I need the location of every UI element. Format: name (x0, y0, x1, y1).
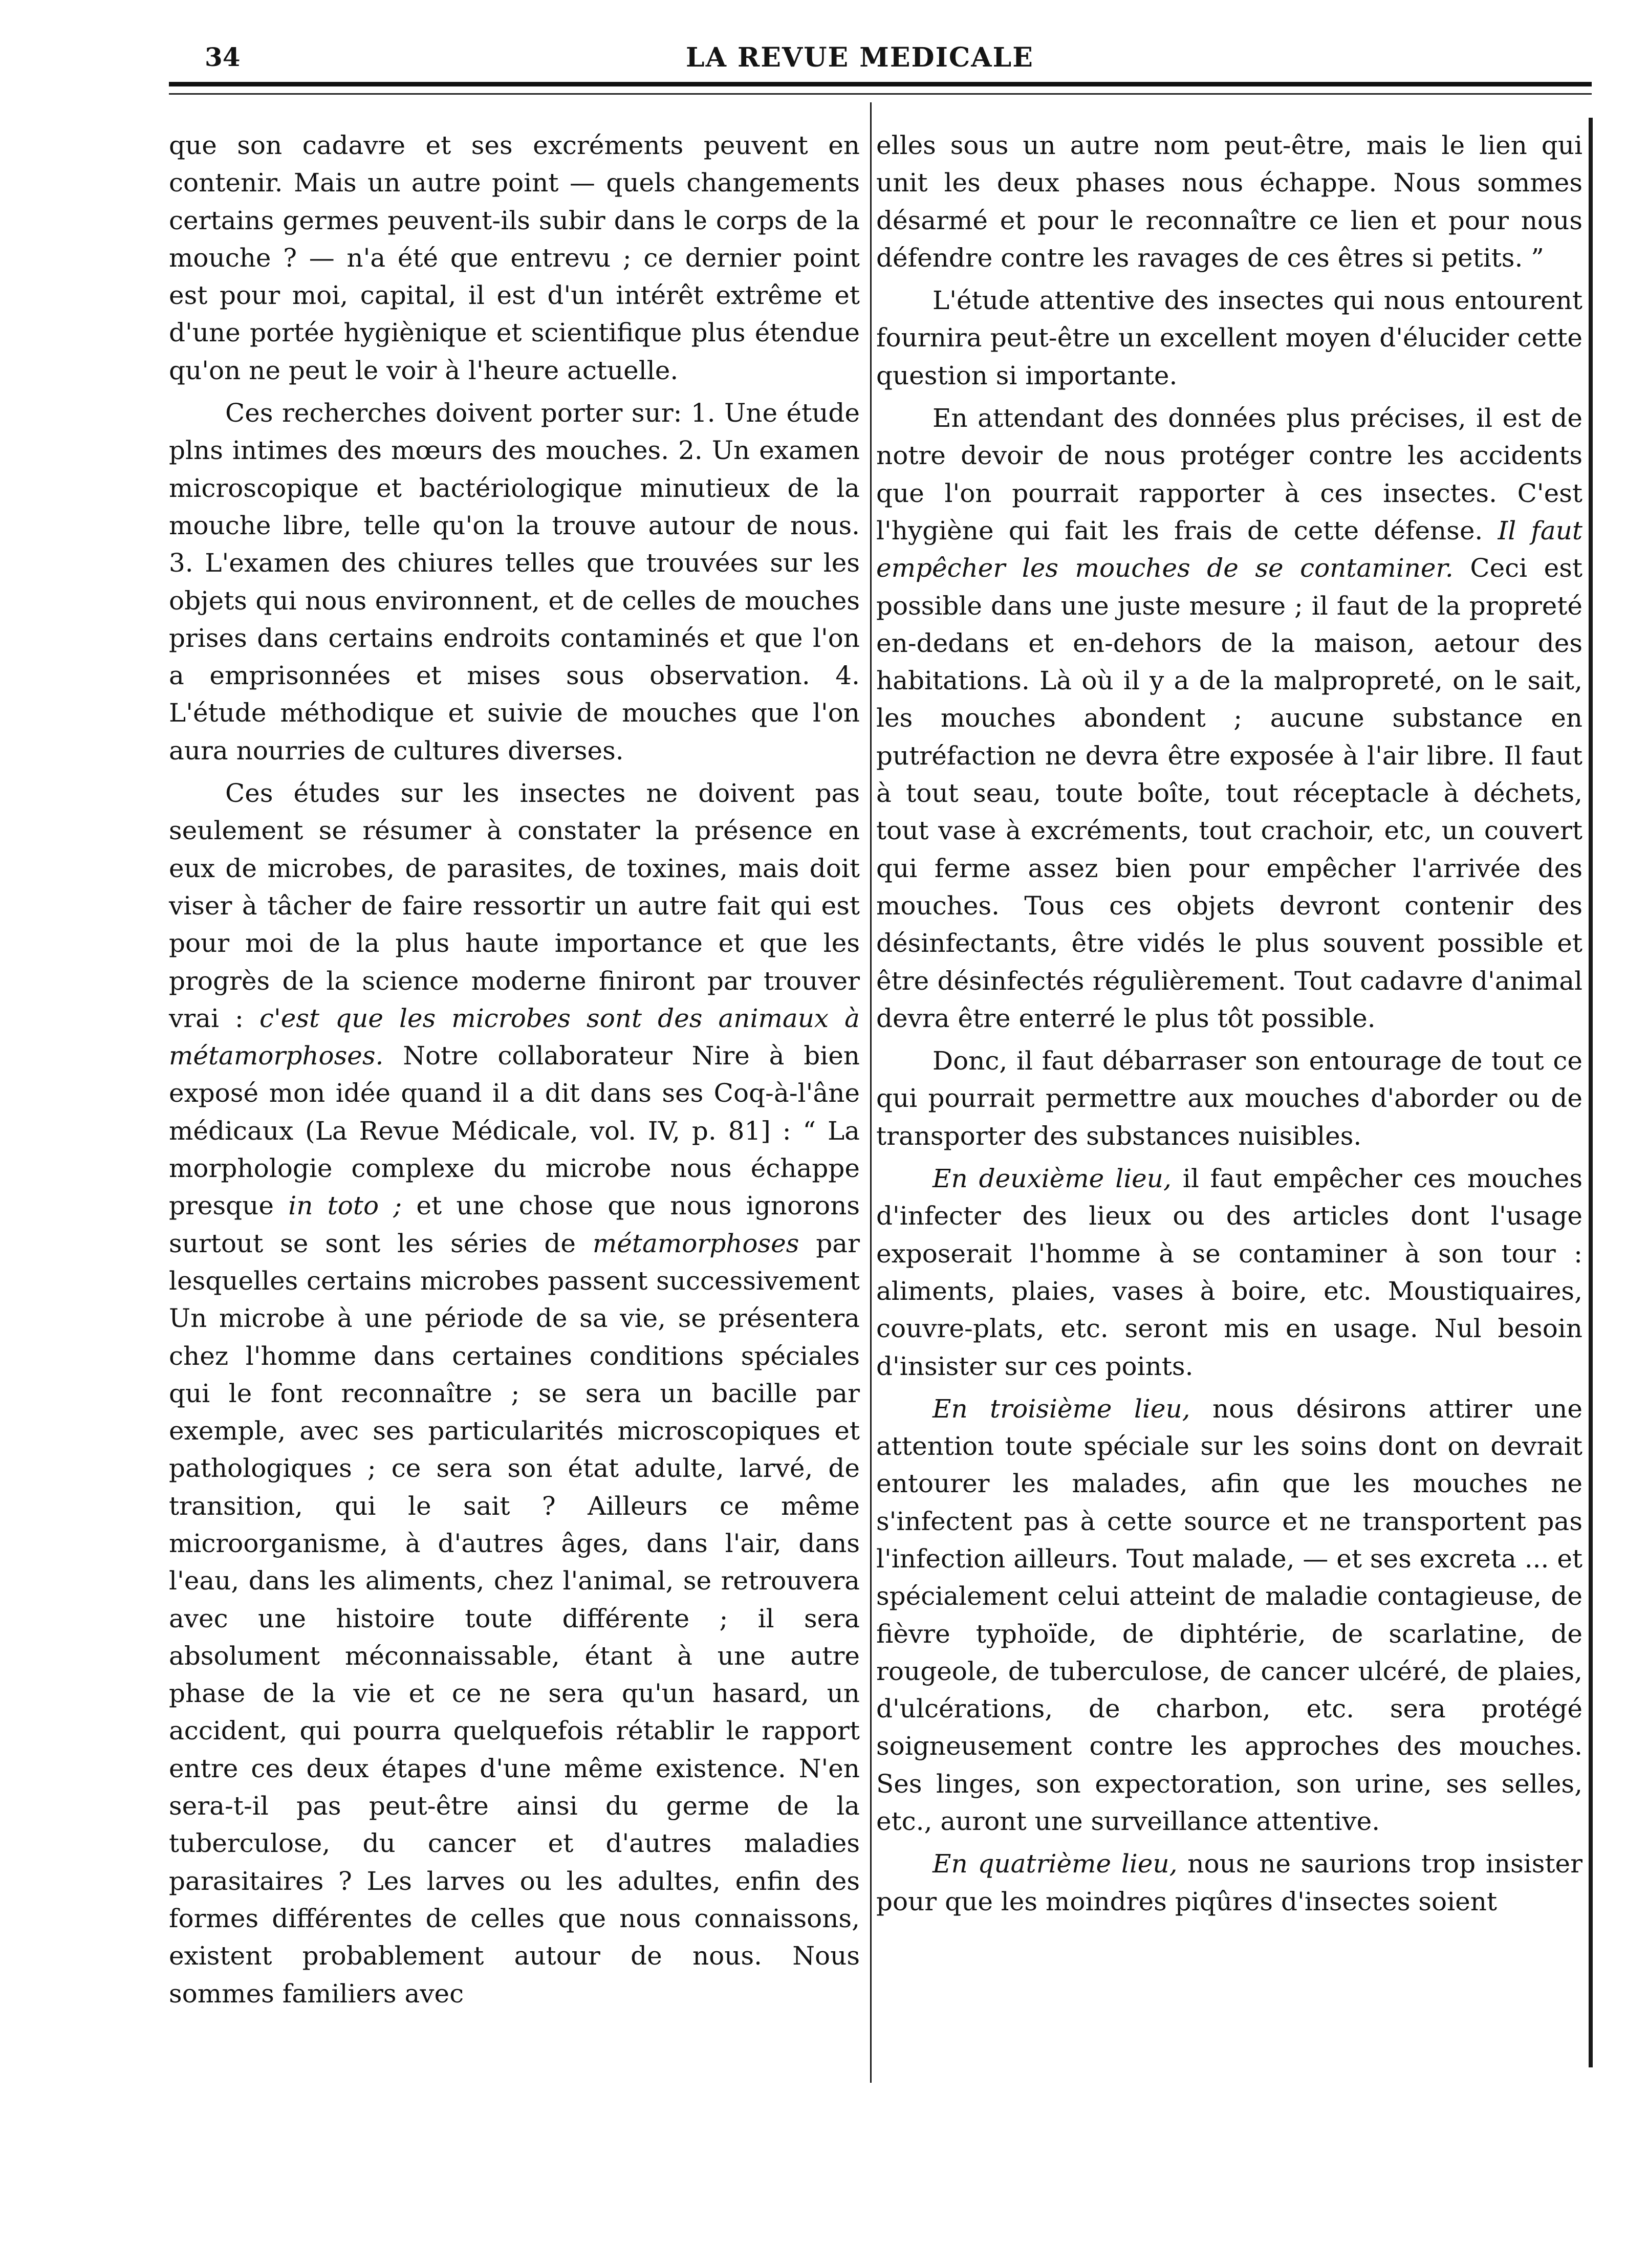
paragraph: L'étude attentive des insectes qui nous entourent fournira peut-être un excellent moyen d'élucider cette question si importante. (876, 286, 1582, 390)
page-number: 34 (205, 42, 241, 72)
italic-text: En quatrième lieu, (933, 1849, 1178, 1879)
paragraph: que son cadavre et ses excréments peuvent en contenir. Mais un autre point — quels changements certains germes peuvent-ils subir dans le corps de la mouche ? — n'a été que entrevu ; ce dernier point est pour moi, capital, il est d'un intérêt extrême et d'une portée hygiènique et scientifique plus étendue qu'on ne peut le voir à l'heure actuelle. (169, 130, 860, 385)
right-edge-rule (1589, 118, 1593, 2067)
italic-text: métamorphoses (592, 1228, 799, 1258)
text-run: En attendant des données plus précises, il est de notre devoir de nous protéger contre les accidents que l'on pourrait rapporter à ces insectes. C'est l'hygiène qui fait les frais de cette défense. (876, 403, 1582, 546)
paragraph (169, 775, 860, 2013)
right-column (876, 127, 1582, 1921)
italic-text: c'est que les microbes sont des animaux à métamorphoses. (169, 1003, 860, 1071)
column-divider (870, 102, 872, 2083)
text-run: il faut empêcher ces mouches d'infecter des lieux ou des articles dont l'usage exposerait l'homme à se contaminer à son tour : aliments, plaies, vases à boire, etc. Moustiquaires, couvre-plats, etc. seront mis en usage. Nul besoin d'insister sur ces points. (876, 1164, 1582, 1381)
paragraph (876, 400, 1582, 1037)
header-rule (169, 82, 1592, 86)
paragraph (876, 1390, 1582, 1841)
italic-text: in toto ; (288, 1191, 402, 1221)
italic-text: Il faut empêcher les mouches de se contaminer. (876, 515, 1582, 583)
text-run: nous ne saurions trop insister pour que les moindres piqûres d'insectes soient (876, 1849, 1582, 1916)
text-run: et une chose que nous ignorons surtout se sont les séries de (169, 1191, 860, 1258)
text-run: Notre collaborateur Nire à bien exposé mon idée quand il a dit dans ses Coq-à-l'âne médicaux (La Revue Médicale, vol. IV, p. 81] : “ La morphologie complexe du microbe nous échappe presque (169, 1041, 860, 1221)
italic-text: En deuxième lieu, (933, 1164, 1172, 1194)
running-title: LA REVUE MEDICALE (686, 42, 1034, 73)
paragraph (876, 1160, 1582, 1385)
italic-text: En troisième lieu, (933, 1393, 1190, 1424)
paragraph (876, 1845, 1582, 1921)
text-run: Ces études sur les insectes ne doivent pas seulement se résumer à constater la présence en eux de microbes, de parasites, de toxines, mais doit viser à tâcher de faire ressortir un autre fait qui est pour moi de la plus haute importance et que les progrès de la science moderne finiront par trouver vrai : (169, 778, 860, 1033)
paragraph: Donc, il faut débarraser son entourage de tout ce qui pourrait permettre aux mouches d'aborder ou de transporter des substances nuisibles. (876, 1046, 1582, 1151)
header-rule-thin (169, 93, 1592, 95)
left-column (169, 127, 860, 2013)
paragraph: Ces recherches doivent porter sur: 1. Une étude plns intimes des mœurs des mouches. 2. Un examen microscopique et bactériologique minutieux de la mouche libre, telle qu'on la trouve autour de nous. 3. L'examen des chiures telles que trouvées sur les objets qui nous environnent, et de celles de mouches prises dans certains endroits contaminés et que l'on a emprisonnées et mises sous observation. 4. L'étude méthodique et suivie de mouches que l'on aura nourries de cultures diverses. (169, 398, 860, 766)
text-run: nous désirons attirer une attention toute spéciale sur les soins dont on devrait entourer les malades, afin que les mouches ne s'infectent pas à cette source et ne transportent pas l'infection ailleurs. Tout malade, — et ses excreta ... et spécialement celui atteint de maladie contagieuse, de fièvre typhoïde, de diphtérie, de scarlatine, de rougeole, de tuberculose, de cancer ulcéré, de plaies, d'ulcérations, de charbon, etc. sera protégé soigneusement contre les approches des mouches. Ses linges, son expectoration, son urine, ses selles, etc., auront une surveillance attentive. (876, 1393, 1583, 1837)
text-run: Ceci est possible dans une juste mesure ; il faut de la propreté en-dedans et en-dehors de la maison, aetour des habitations. Là où il y a de la malpropreté, on le sait, les mouches abondent ; aucune substance en putréfaction ne devra être exposée à l'air libre. Il faut à tout seau, toute boîte, tout réceptacle à déchets, tout vase à excréments, tout crachoir, etc, un couvert qui ferme assez bien pour empêcher l'arrivée des mouches. Tous ces objets devront contenir des désinfectants, être vidés le plus souvent possible et être désinfectés régulièrement. Tout cadavre d'animal devra être enterré le plus tôt possible. (876, 553, 1583, 1033)
text-run: par lesquelles certains microbes passent successivement Un microbe à une période de sa vie, se présentera chez l'homme dans certaines conditions spéciales qui le font reconnaître ; se sera un bacille par exemple, avec ses particularités microscopiques et pathologiques ; ce sera son état adulte, larvé, de transition, qui le sait ? Ailleurs ce même microorganisme, à d'autres âges, dans l'air, dans l'eau, dans les aliments, chez l'animal, se retrouvera avec une histoire toute différente ; il sera absolument méconnaissable, étant à une autre phase de la vie et ce ne sera qu'un hasard, un accident, qui pourra quelquefois rétablir le rapport entre ces deux étapes d'une même existence. N'en sera-t-il pas peut-être ainsi du germe de la tuberculose, du cancer et d'autres maladies parasitaires ? Les larves ou les adultes, enfin des formes différentes de celles que nous connaissons, existent probablement autour de nous. Nous sommes familiers avec (169, 1228, 860, 2009)
paragraph: elles sous un autre nom peut-être, mais le lien qui unit les deux phases nous échappe. Nous sommes désarmé et pour le reconnaître ce lien et pour nous défendre contre les ravages de ces êtres si petits. ” (876, 130, 1582, 273)
